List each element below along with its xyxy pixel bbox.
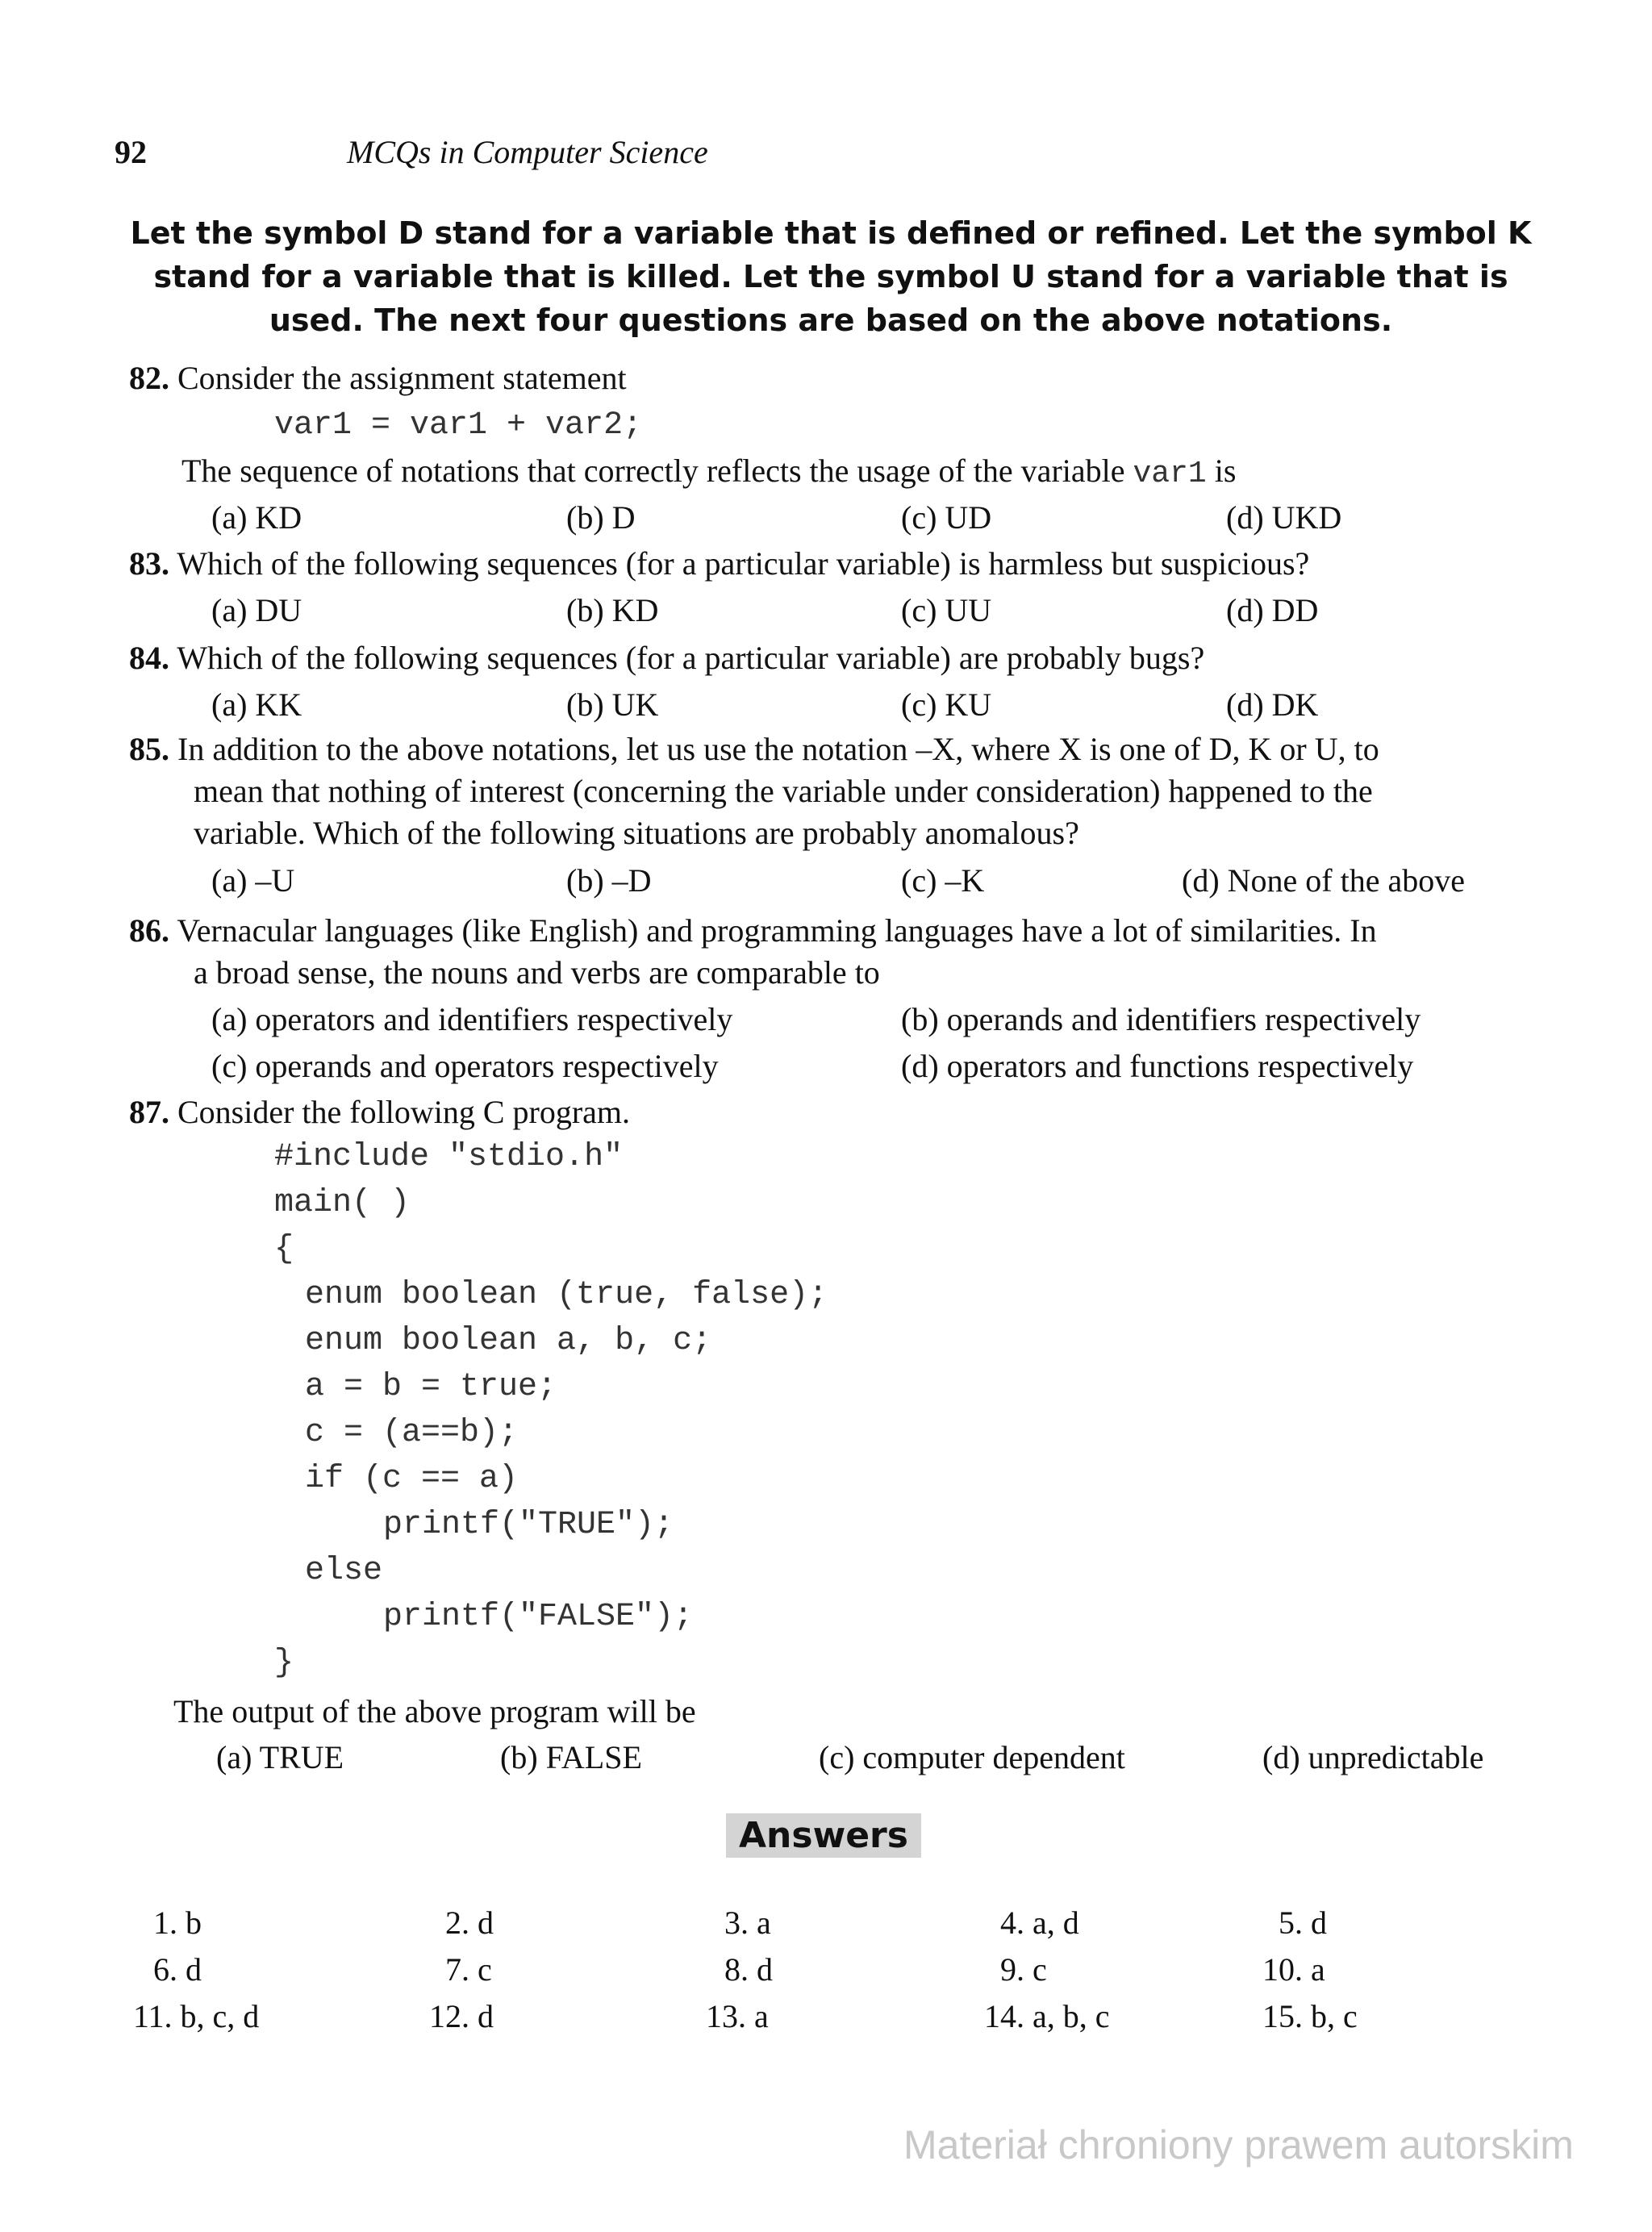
option-a: (a) operators and identifiers respectively	[211, 1001, 733, 1037]
option-a: (a) KK	[211, 686, 302, 723]
question-text: Consider the assignment statement	[177, 360, 627, 396]
option-d: (d) operators and functions respectively	[901, 1048, 1414, 1084]
question-number: 85.	[129, 731, 169, 767]
answer-item: 7. c	[445, 1951, 492, 1988]
question-87	[129, 1093, 630, 1131]
code-line: printf("FALSE");	[383, 1599, 694, 1635]
question-text: Consider the following C program.	[177, 1094, 631, 1130]
answer-item: 8. d	[724, 1951, 773, 1988]
copyright-watermark: Materiał chroniony prawem autorskim	[903, 2122, 1574, 2167]
answer-item: 6. d	[153, 1951, 202, 1988]
answer-item: 11. b, c, d	[133, 1998, 260, 2034]
question-number: 82.	[129, 360, 169, 396]
option-c: (c) UU	[901, 592, 992, 628]
question-text-line: variable. Which of the following situations are probably anomalous?	[194, 815, 1079, 851]
question-text-line: mean that nothing of interest (concerning the variable under consideration) happened to the	[194, 773, 1373, 809]
option-a: (a) DU	[211, 592, 302, 628]
code-line: enum boolean a, b, c;	[305, 1323, 712, 1359]
intro-paragraph: Let the symbol D stand for a variable that is defined or refined. Let the symbol K stand for a variable that is killed. Let the symbol U stand for a variable that is used. The next four questions are based on the above notations.	[130, 215, 1532, 338]
option-b: (b) UK	[566, 686, 659, 723]
answer-item: 9. c	[1000, 1951, 1047, 1988]
option-c: (c) –K	[901, 862, 985, 899]
question-text: Which of the following sequences (for a particular variable) is harmless but suspicious?	[177, 545, 1310, 582]
answer-item: 2. d	[445, 1905, 494, 1941]
option-d: (d) None of the above	[1182, 862, 1465, 899]
option-b: (b) KD	[566, 592, 659, 628]
text-part: The sequence of notations that correctly reflects the usage of the variable	[181, 453, 1133, 489]
answer-item: 10. a	[1262, 1951, 1325, 1988]
question-83	[129, 544, 1309, 582]
question-text-continued: The output of the above program will be	[173, 1693, 696, 1729]
code-line: a = b = true;	[305, 1369, 557, 1405]
inline-code: var1	[1133, 457, 1207, 491]
code-line: printf("TRUE");	[383, 1507, 674, 1543]
option-c: (c) UD	[901, 499, 992, 536]
question-82	[129, 359, 627, 397]
option-b: (b) D	[566, 499, 636, 536]
code-line: enum boolean (true, false);	[305, 1277, 828, 1313]
option-c: (c) computer dependent	[819, 1739, 1125, 1775]
option-d: (d) DD	[1226, 592, 1319, 628]
question-text-continued	[181, 452, 1236, 491]
option-d: (d) DK	[1226, 686, 1319, 723]
question-86	[129, 912, 1377, 949]
question-number: 83.	[129, 545, 169, 582]
answer-item: 3. a	[724, 1905, 771, 1941]
answer-item: 12. d	[429, 1998, 494, 2034]
code-line: c = (a==b);	[305, 1415, 519, 1451]
option-d: (d) UKD	[1226, 499, 1342, 536]
answer-item: 1. b	[153, 1905, 202, 1941]
option-b: (b) FALSE	[500, 1739, 642, 1775]
code-line: }	[274, 1645, 294, 1681]
page-number: 92	[115, 134, 147, 170]
question-text-line: a broad sense, the nouns and verbs are comparable to	[194, 954, 880, 991]
code-line: main( )	[274, 1185, 411, 1221]
code-line: {	[274, 1231, 294, 1267]
code-line: var1 = var1 + var2;	[274, 407, 643, 444]
option-a: (a) KD	[211, 499, 302, 536]
question-84	[129, 639, 1204, 677]
question-text: Which of the following sequences (for a particular variable) are probably bugs?	[177, 640, 1205, 676]
question-number: 87.	[129, 1094, 169, 1130]
answer-item: 15. b, c	[1262, 1998, 1358, 2034]
question-text-line: In addition to the above notations, let us use the notation –X, where X is one of D, K or U, to	[177, 731, 1379, 767]
option-a: (a) –U	[211, 862, 295, 899]
question-number: 86.	[129, 912, 169, 949]
code-line: if (c == a)	[305, 1461, 519, 1497]
answer-item: 4. a, d	[1000, 1905, 1079, 1941]
option-b: (b) –D	[566, 862, 652, 899]
question-text-line: Vernacular languages (like English) and programming languages have a lot of similarities. In	[177, 912, 1377, 949]
option-c: (c) KU	[901, 686, 992, 723]
answer-item: 13. a	[706, 1998, 769, 2034]
answer-item: 5. d	[1279, 1905, 1327, 1941]
option-b: (b) operands and identifiers respectively	[901, 1001, 1421, 1037]
question-85	[129, 730, 1379, 768]
text-part: is	[1206, 453, 1237, 489]
code-line: #include "stdio.h"	[274, 1139, 624, 1175]
answer-item: 14. a, b, c	[984, 1998, 1110, 2034]
option-c: (c) operands and operators respectively	[211, 1048, 719, 1084]
answers-heading: Answers	[726, 1813, 921, 1858]
running-title: MCQs in Computer Science	[347, 134, 708, 170]
option-a: (a) TRUE	[216, 1739, 344, 1775]
question-number: 84.	[129, 640, 169, 676]
code-line: else	[305, 1553, 383, 1589]
option-d: (d) unpredictable	[1262, 1739, 1484, 1775]
